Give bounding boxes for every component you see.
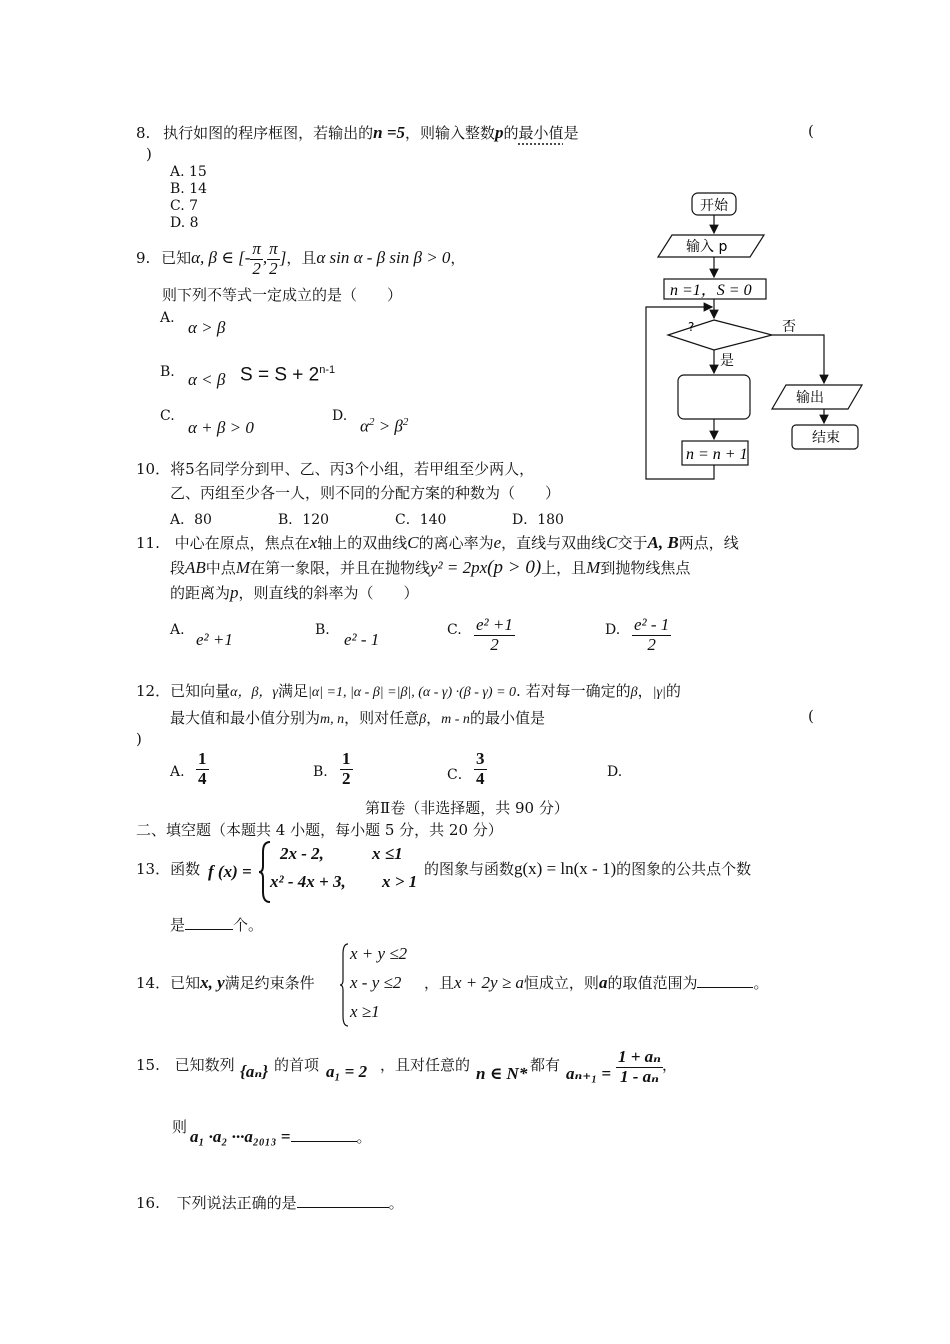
q12-text-2c: ，	[426, 709, 442, 727]
q14-text-c: ，且	[424, 974, 455, 992]
q11-text-3b: ，则直线的斜率为（ ）	[238, 584, 419, 602]
q9-option-a-label: A.	[160, 310, 175, 326]
q8-paren-open: (	[808, 122, 814, 140]
q9-math2: ,	[262, 248, 268, 268]
q15-a1: a₁ = 2	[326, 1062, 368, 1081]
q11-text-1e: 交于	[617, 534, 648, 552]
q8-option-c: C. 7	[170, 198, 199, 214]
q9-math3: ]	[279, 248, 287, 268]
q9-option-d-label: D.	[332, 408, 348, 424]
q12-beta2: β	[419, 712, 427, 727]
q14-number: 14．	[136, 974, 171, 992]
q10-option-d: D．180	[512, 512, 564, 528]
q12-text-1c: . 若对每一确定的	[516, 682, 631, 700]
q8-text-a: 执行如图的程序框图，若输出的	[163, 124, 374, 142]
q12-number: 12．	[136, 682, 171, 700]
q13-case2-cond: x > 1	[382, 872, 418, 891]
q11-option-c-den: 2	[490, 634, 499, 654]
q12-option-a-den: 4	[198, 768, 207, 788]
q8-text-d: 是	[563, 124, 579, 142]
q9-line2: 则下列不等式一定成立的是（ ）	[162, 286, 403, 304]
flow-increment-label: n = n + 1	[686, 446, 748, 463]
q14-a: a	[598, 973, 608, 992]
q11-option-b-label: B.	[315, 622, 330, 638]
q9-option-a: α > β	[188, 318, 226, 337]
q15-prod	[190, 1126, 372, 1147]
q9-frac2-den: 2	[269, 258, 278, 278]
q9-option-d-sup2: 2	[402, 416, 409, 428]
q11-AB: A, B	[647, 533, 679, 552]
q15-nN: n ∈ N*	[476, 1064, 528, 1083]
q11-M: M	[235, 558, 250, 577]
q13-text-c: 的图象的公共点个数	[616, 860, 752, 878]
q14-blank[interactable]	[697, 987, 753, 988]
q11-M2: M	[586, 558, 601, 577]
flow-init-label: n =1，S = 0	[670, 282, 752, 299]
q9-frac-1	[250, 240, 263, 278]
q12-option-b-num: 1	[342, 749, 351, 768]
q13-case1-expr: 2x - 2,	[280, 844, 324, 863]
q15-comma: ，	[662, 1056, 678, 1074]
q15-frac-num: 1 + aₙ	[618, 1047, 661, 1066]
q11-line3	[170, 582, 419, 603]
q11-text-2c: 在第一象限，并且在抛物线	[249, 559, 430, 577]
q16-number: 16.	[136, 1194, 160, 1212]
q11-text-1a: 中心在原点，焦点在	[174, 534, 310, 552]
flow-input-label: 输入 p	[686, 239, 728, 255]
q11-C2: C	[606, 533, 618, 552]
flow-end-label: 结束	[812, 430, 840, 446]
q9-option-d-beta: > β	[378, 416, 403, 436]
q11-C: C	[407, 533, 419, 552]
q8-math: n =5	[373, 123, 406, 142]
q15-frac	[616, 1048, 663, 1086]
q9-number: 9.	[136, 249, 151, 268]
q15-text-b: 的首项	[274, 1056, 320, 1074]
q9-option-b-extra	[240, 364, 335, 386]
q8-option-b: B. 14	[170, 181, 208, 197]
q11-text-1c: 的离心率为	[418, 534, 494, 552]
flow-process-box	[678, 375, 750, 419]
q13-line2	[170, 914, 263, 935]
flow-output-label: 输出	[796, 390, 824, 406]
q10-line2: 乙、丙组至少各一人，则不同的分配方案的种数为（ ）	[170, 484, 561, 502]
q12-text-1a: 已知向量	[170, 682, 231, 700]
q9-option-c: α + β > 0	[188, 418, 254, 437]
q11-text-2d: 上，且	[541, 559, 587, 577]
q9-option-d-sup1: 2	[368, 416, 375, 428]
q16-text: 下列说法正确的是	[176, 1194, 297, 1212]
q9-option-b-label: B.	[160, 364, 175, 380]
q11-parabola: y² = 2px	[430, 558, 488, 577]
q15-end: 。	[356, 1128, 372, 1146]
q12-text-2d: 的最小值是	[469, 709, 545, 727]
q8-option-d: D. 8	[170, 215, 199, 231]
q11-option-d-label: D.	[605, 622, 621, 638]
q11-text-3a: 的距离为	[170, 584, 231, 602]
q9-frac1-num: π	[252, 239, 261, 258]
q13-text-b: 的图象与函数	[424, 860, 515, 878]
q12-paren-open: (	[808, 707, 814, 725]
q13-text-a: 函数	[170, 860, 201, 878]
q8-text-b: ，则输入整数	[405, 124, 496, 142]
q9-option-c-label: C.	[160, 408, 175, 424]
q14-left-brace	[340, 942, 350, 1028]
q14-xy: x, y	[200, 973, 225, 992]
q11-text-2a: 段	[170, 559, 186, 577]
q15-frac-den: 1 - aₙ	[620, 1066, 659, 1086]
q16-line	[136, 1192, 404, 1213]
q12-text-2a: 最大值和最小值分别为	[170, 709, 321, 727]
q9-option-d	[360, 416, 408, 437]
q8-line1	[136, 122, 579, 143]
q15-prod-text: a₁ ·a₂ ···a₂₀₁₃ =	[190, 1127, 291, 1146]
q9-text-c: ，	[450, 249, 466, 268]
q12-cond: |α| =1, |α - β| =|β|, (α - γ) ·(β - γ) = 0	[307, 685, 517, 700]
q12-paren-close: )	[136, 730, 142, 748]
q11-option-d-num: e² - 1	[634, 615, 670, 634]
q11-number: 11.	[136, 534, 160, 552]
q12-option-c-label: C．	[447, 767, 472, 783]
q12-option-b	[340, 750, 353, 788]
q13-number: 13．	[136, 860, 171, 878]
flow-yes-label: 是	[720, 353, 734, 369]
q9-line1	[136, 240, 465, 278]
q8-var: p	[495, 123, 504, 142]
q15-seq: {aₙ}	[240, 1062, 269, 1081]
q11-line2	[170, 557, 690, 579]
q12-line2	[170, 707, 545, 728]
q13-line1-b	[424, 858, 751, 879]
q11-line1	[136, 532, 739, 553]
q9-option-b-extra-sup: n-1	[319, 364, 336, 376]
q15-number: 15.	[136, 1056, 160, 1074]
q12-line1	[136, 680, 681, 701]
q14-constraint-2: x - y ≤2	[350, 973, 402, 992]
q9-math1: α, β ∈ [-	[191, 248, 251, 268]
q10-option-a: A．80	[170, 512, 212, 528]
q14-text-b: 满足约束条件	[224, 974, 315, 992]
q15-lhs: aₙ₊₁ =	[566, 1064, 612, 1083]
q11-option-a: e² +1	[196, 630, 233, 649]
section-fill-heading: 二、填空题（本题共 4 小题，每小题 5 分，共 20 分）	[136, 821, 503, 839]
q10-line1	[136, 458, 534, 479]
q15-blank[interactable]	[291, 1141, 357, 1142]
q11-AB2: AB	[185, 558, 206, 577]
q10-option-c: C．140	[395, 512, 447, 528]
q12-vecs: α，β，γ	[230, 685, 278, 700]
q12-option-c-den: 4	[476, 768, 485, 788]
q11-x: x	[309, 533, 318, 552]
q13-line1-a	[136, 858, 200, 879]
q12-mn: m, n	[320, 712, 345, 727]
q12-text-1b: 满足	[277, 682, 308, 700]
flow-no-label: 否	[782, 319, 796, 335]
q10-number: 10．	[136, 460, 171, 478]
q13-case2-expr: x² - 4x + 3,	[270, 872, 346, 891]
q12-option-a	[196, 750, 209, 788]
flowchart	[640, 185, 870, 485]
q16-end: 。	[388, 1194, 404, 1212]
q8-text-c: 的	[503, 124, 519, 142]
q9-text-a: 已知	[161, 249, 192, 268]
q14-text-a: 已知	[170, 974, 201, 992]
q12-option-b-label: B.	[313, 764, 328, 780]
flow-cond-label: ?	[688, 320, 695, 334]
q14-end: 。	[753, 974, 769, 992]
q13-gx: g(x) = ln(x - 1)	[514, 859, 617, 878]
q8-number: 8.	[136, 124, 151, 142]
q14-line1-b	[424, 972, 768, 993]
q9-option-d-alpha: α	[360, 416, 369, 436]
q12-gamma: |γ|	[652, 685, 666, 700]
flow-decision	[668, 320, 772, 350]
q11-option-d-den: 2	[647, 634, 656, 654]
q12-option-a-label: A.	[170, 764, 185, 780]
q15-line1	[136, 1054, 235, 1075]
q11-text-1d: ，直线与双曲线	[501, 534, 607, 552]
q11-option-c	[474, 616, 515, 654]
q13-text-2b: 个。	[233, 916, 264, 934]
q8-option-a: A. 15	[170, 164, 207, 180]
q11-option-c-label: C.	[447, 622, 462, 638]
q14-constraint-3: x ≥1	[350, 1002, 380, 1021]
flow-start-label: 开始	[700, 198, 728, 214]
q9-frac2-num: π	[269, 239, 278, 258]
q11-p: p	[230, 583, 239, 602]
q8-paren-close: )	[146, 145, 152, 163]
q12-option-c	[474, 750, 487, 788]
q11-e: e	[493, 533, 502, 552]
q14-text-e: 的取值范围为	[607, 974, 698, 992]
q12-text-1d: ，	[637, 682, 653, 700]
q12-beta: β	[630, 685, 638, 700]
q12-text-1e: 的	[665, 682, 681, 700]
q12-mminusn: m - n	[441, 712, 470, 727]
q16-blank[interactable]	[297, 1207, 389, 1208]
q14-ineq: x + 2y ≥ a	[454, 973, 524, 992]
q15-line2-a: 则	[172, 1118, 188, 1136]
q13-blank[interactable]	[185, 929, 233, 930]
q12-option-a-num: 1	[198, 749, 207, 768]
q9-frac1-den: 2	[252, 258, 261, 278]
q9-text-b: ，且	[286, 249, 317, 268]
q15-text-d: 都有	[530, 1056, 561, 1074]
q9-option-b-extra-text: S = S + 2	[240, 364, 320, 386]
q14-constraint-1: x + y ≤2	[350, 944, 408, 963]
q11-option-b: e² - 1	[344, 630, 380, 649]
q11-option-d	[632, 616, 671, 654]
q11-text-1f: 两点，线	[678, 534, 739, 552]
q13-case1-cond: x ≤1	[372, 844, 403, 863]
q10-option-b: B．120	[278, 512, 330, 528]
q12-text-2b: ，则对任意	[344, 709, 420, 727]
q13-text-2a: 是	[170, 916, 186, 934]
q11-text-1b: 轴上的双曲线	[317, 534, 408, 552]
q12-option-d-label: D.	[607, 764, 623, 780]
q11-text-2e: 到抛物线焦点	[600, 559, 691, 577]
q12-option-b-den: 2	[342, 768, 351, 788]
q15-text-c: ，且对任意的	[380, 1056, 471, 1074]
q9-frac-2	[267, 240, 280, 278]
q12-option-c-num: 3	[476, 749, 485, 768]
q11-cond: (p > 0)	[487, 557, 542, 578]
q8-emph: 最小值	[518, 124, 564, 142]
q14-line1-a	[136, 972, 315, 993]
q10-text-1: 将5名同学分到甲、乙、丙3个小组，若甲组至少两人，	[170, 460, 535, 478]
q15-text-a: 已知数列	[174, 1056, 235, 1074]
q11-option-c-num: e² +1	[476, 615, 513, 634]
q9-option-b: α < β	[188, 370, 226, 389]
q14-text-d: 恒成立，则	[523, 974, 599, 992]
q9-math4: α sin α - β sin β > 0	[316, 248, 451, 268]
q11-text-2b: 中点	[205, 559, 236, 577]
q13-fx: f (x) =	[208, 862, 252, 881]
q11-option-a-label: A.	[170, 622, 185, 638]
section2-title: 第Ⅱ卷（非选择题，共 90 分）	[365, 799, 569, 817]
